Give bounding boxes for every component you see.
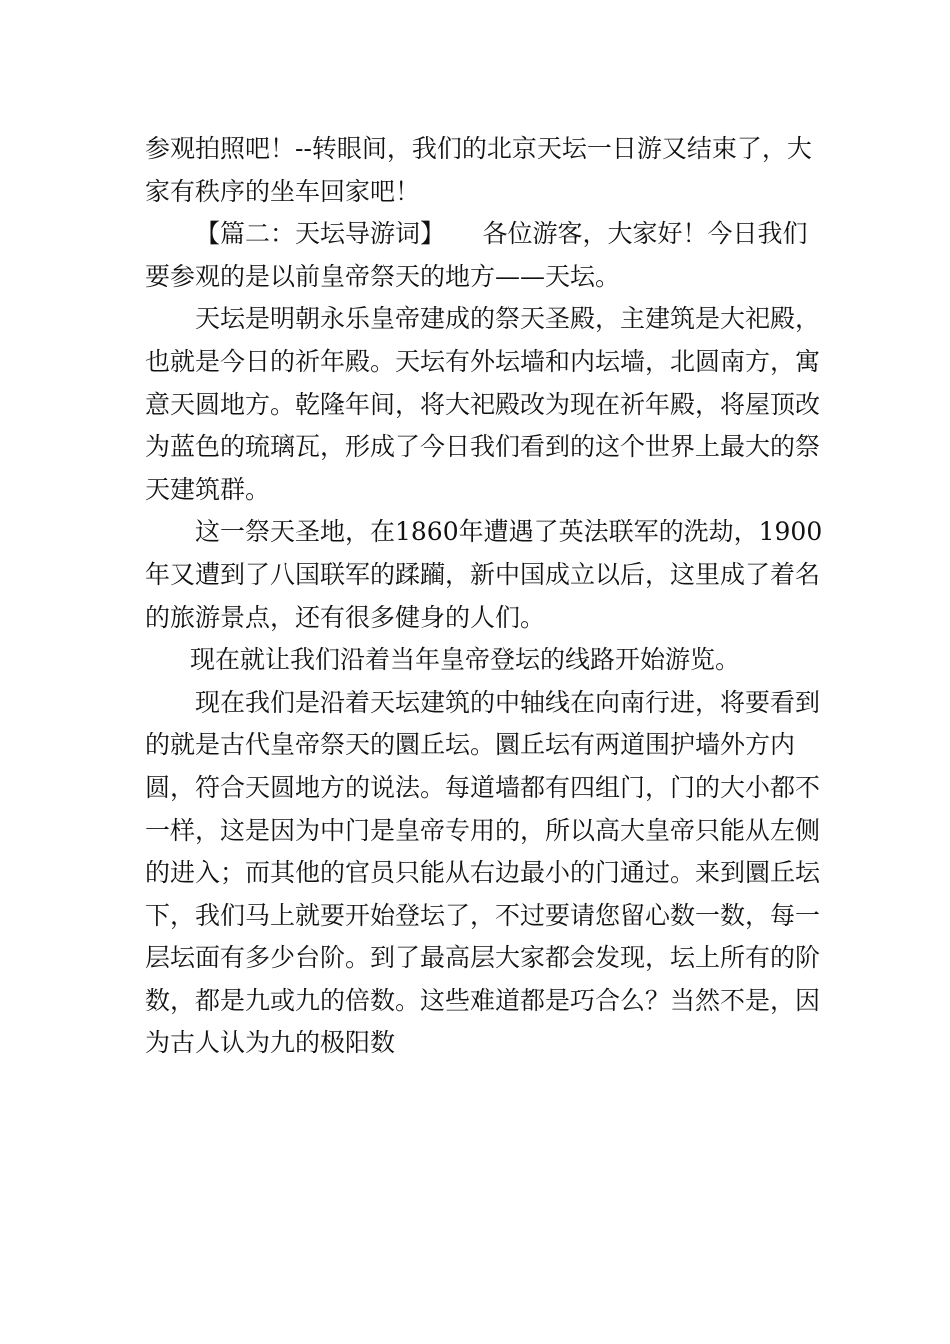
paragraph-ending: 参观拍照吧！--转眼间，我们的北京天坛一日游又结束了，大家有秩序的坐车回家吧！ (145, 134, 812, 206)
document-body (145, 128, 825, 1065)
paragraph-section-two-intro: 【篇二：天坛导游词】 各位游客，大家好！今日我们要参观的是以前皇帝祭天的地方——天坛。 (145, 219, 808, 291)
paragraph-temple-history: 天坛是明朝永乐皇帝建成的祭天圣殿，主建筑是大祀殿，也就是今日的祈年殿。天坛有外坛墙和内坛墙，北圆南方，寓意天圆地方。乾隆年间，将大祀殿改为现在祈年殿，将屋顶改为蓝色的琉璃瓦，形成了今日我们看到的这个世界上最大的祭天建筑群。 (145, 304, 821, 504)
paragraph-tour-start: 现在就让我们沿着当年皇帝登坛的线路开始游览。 (190, 645, 741, 675)
paragraph-circular-mound: 现在我们是沿着天坛建筑的中轴线在向南行进，将要看到的就是古代皇帝祭天的圜丘坛。圜丘坛有两道围护墙外方内圆，符合天圆地方的说法。每道墙都有四组门，门的大小都不一样，这是因为中门是皇帝专用的，所以高大皇帝只能从左侧的进入；而其他的官员只能从右边最小的门通过。来到圜丘坛下，我们马上就要开始登坛了，不过要请您留心数一数，每一层坛面有多少台阶。到了最高层大家都会发现，坛上所有的阶数，都是九或九的倍数。这些难道都是巧合么？当然不是，因为古人认为九的极阳数 (145, 687, 821, 1058)
paragraph-temple-events: 这一祭天圣地，在1860年遭遇了英法联军的洗劫，1900年又遭到了八国联军的蹂躏，新中国成立以后，这里成了着名的旅游景点，还有很多健身的人们。 (145, 517, 823, 632)
